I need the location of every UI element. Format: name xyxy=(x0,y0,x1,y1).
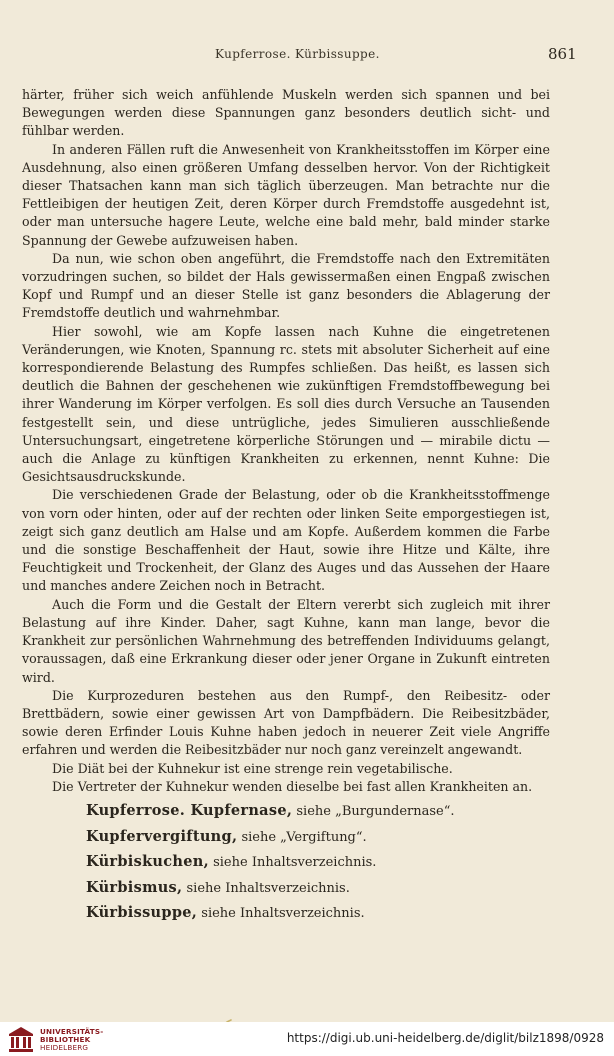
paragraph: Die Kurprozeduren bestehen aus den Rumpf-, den Reibesitz- oder Brettbädern, sowie einer gewissen Art von Dampfbädern. Die Reibesitzbäder, sowie deren Erfinder Louis Kuhne haben jedoch in neuerer Zeit viele Angriffe erfahren und werden die Reibesitzbäder nur noch ganz vereinzelt angewandt. xyxy=(22,687,550,758)
entry-lemma: Kupferrose. Kupfernase, xyxy=(86,801,293,819)
logo-line: UNIVERSITÄTS- xyxy=(40,1027,104,1036)
page-number: 861 xyxy=(548,45,577,63)
entry-reference: siehe Inhaltsverzeichnis. xyxy=(186,880,350,896)
paragraph: In anderen Fällen ruft die Anwesenheit von Krankheitsstoffen im Körper eine Ausdehnung, also einen größeren Umfang desselben hervor. Von der Richtigkeit dieser Thatsachen kann man sich täglich überzeugen. Man betrachte nur die Fettleibigen der heutigen Zeit, deren Körper durch Fremdstoffe ausgedehnt ist, oder man untersuche hagere Leute, welche eine bald mehr, bald minder starke Spannung der Gewebe aufzuweisen haben. xyxy=(22,141,550,248)
logo-line: BIBLIOTHEK xyxy=(40,1035,91,1044)
entry-kuerbismus xyxy=(22,876,550,902)
entry-kuerbissuppe xyxy=(22,901,550,927)
logo-line: HEIDELBERG xyxy=(40,1043,89,1052)
entry-kuerbiskuchen xyxy=(22,850,550,876)
entry-reference: siehe „Burgundernase“. xyxy=(296,803,455,819)
entry-lemma: Kürbismus, xyxy=(86,878,183,896)
body-text xyxy=(22,86,550,927)
entry-lemma: Kürbissuppe, xyxy=(86,904,198,922)
entry-kupferrose xyxy=(22,799,550,825)
paragraph: Die Diät bei der Kuhnekur ist eine strenge rein vegetabilische. xyxy=(52,760,453,776)
paragraph: Hier sowohl, wie am Kopfe lassen nach Kuhne die eingetretenen Veränderungen, wie Knoten, Spannung rc. stets mit absoluter Sicherheit auf eine korrespondierende Belastung des Rumpfes schließen. Das heißt, es lassen sich deutlich die Bahnen der geschehenen wie zukünftigen Fremdstoffbewegung bei ihrer Wanderung im Körper verfolgen. Es soll dies durch Versuche an Tausenden festgestellt sein, und diese untrügliche, jedes Simulieren ausschließende Untersuchungsart, eingetretene körperliche Störungen und — mirabile dictu — auch die Anlage zu künftigen Krankheiten zu erkennen, nennt Kuhne: Die Gesichtsausdruckskunde. xyxy=(22,323,550,485)
paragraph: Die verschiedenen Grade der Belastung, oder ob die Krankheitsstoffmenge von vorn oder hinten, oder auf der rechten oder linken Seite emporgestiegen ist, zeigt sich ganz deutlich am Halse und am Kopfe. Außerdem kommen die Farbe und die sonstige Beschaffenheit der Haut, sowie ihre Hitze und Kälte, ihre Feuchtigkeit und Trockenheit, der Glanz des Auges und das Aussehen der Haare und manches andere Zeichen noch in Betracht. xyxy=(22,487,550,594)
running-title: Kupferrose. Kürbissuppe. xyxy=(215,47,380,61)
permalink-url[interactable]: https://digi.ub.uni-heidelberg.de/diglit/bilz1898/0928 xyxy=(286,1031,604,1045)
entry-lemma: Kürbiskuchen, xyxy=(86,853,209,871)
entry-reference: siehe Inhaltsverzeichnis. xyxy=(201,906,365,922)
entry-kupfervergiftung xyxy=(22,825,550,851)
library-logo[interactable] xyxy=(7,1026,127,1054)
paragraph: Auch die Form und die Gestalt der Eltern vererbt sich zugleich mit ihrer Belastung auf ihre Kinder. Daher, sagt Kuhne, kann man lange, bevor die Krankheit zur persönlichen Wahrnehmung des betreffenden Individuums gelangt, voraussagen, daß eine Erkrankung dieser oder jener Organe in Zukunft eintreten wird. xyxy=(22,596,550,685)
entry-lemma: Kupfervergiftung, xyxy=(86,827,238,845)
paragraph: Die Vertreter der Kuhnekur wenden dieselbe bei fast allen Krankheiten an. xyxy=(52,778,533,794)
paragraph: Da nun, wie schon oben angeführt, die Fremdstoffe nach den Extremitäten vorzudringen suchen, so bildet der Hals gewissermaßen einen Engpaß zwischen Kopf und Rumpf und an dieser Stelle ist ganz besonders die Ablagerung der Fremdstoffe deutlich und wahrnehmbar. xyxy=(22,250,550,321)
dictionary-entries xyxy=(22,799,550,927)
running-head xyxy=(0,47,614,67)
paragraph: härter, früher sich weich anfühlende Muskeln werden sich spannen und bei Bewegungen werden diese Spannungen ganz besonders deutlich sicht- und fühlbar werden. xyxy=(22,87,550,139)
university-seal-icon xyxy=(7,1026,35,1054)
entry-reference: siehe Inhaltsverzeichnis. xyxy=(213,855,377,871)
library-name xyxy=(40,1028,103,1052)
entry-reference: siehe „Vergiftung“. xyxy=(241,829,367,845)
